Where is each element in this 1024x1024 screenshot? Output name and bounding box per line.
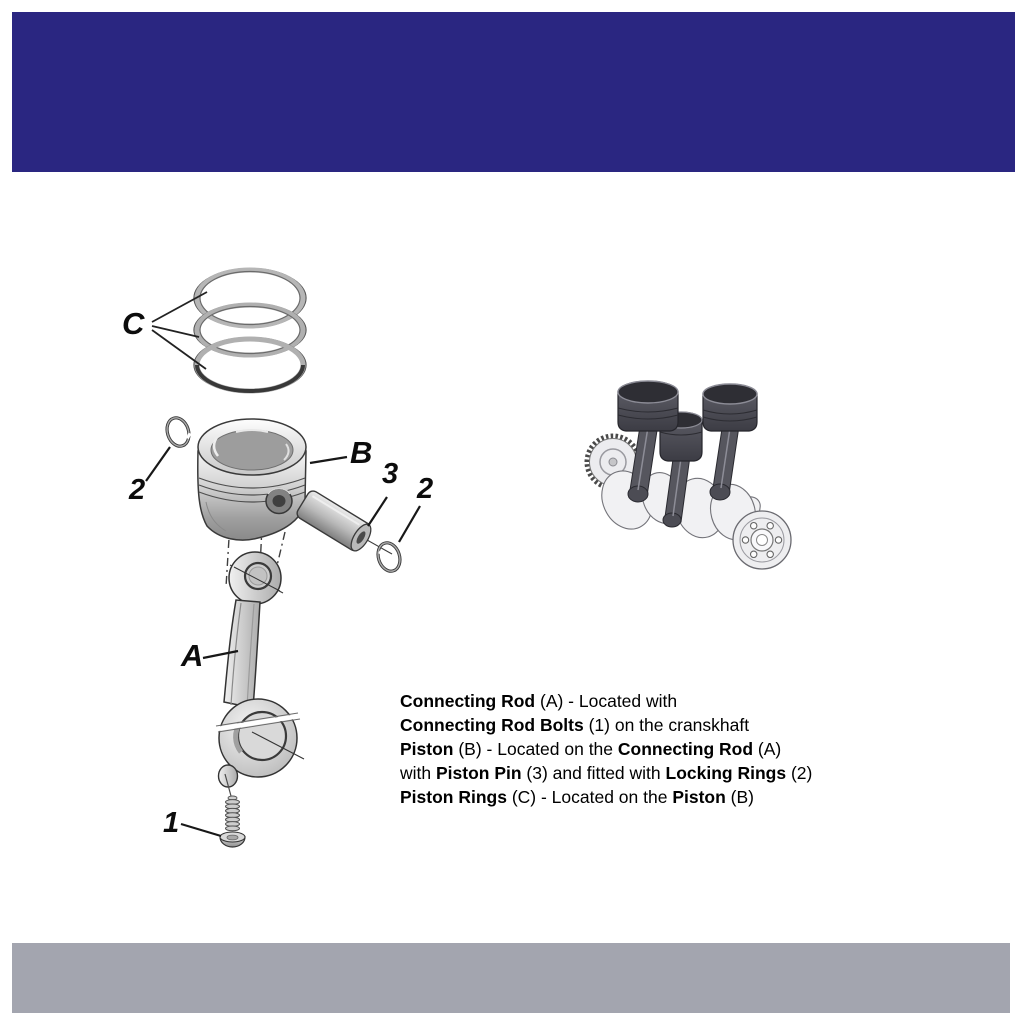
description-line: Connecting Rod (A) - Located with (400, 691, 678, 711)
description-line: with Piston Pin (3) and fitted with Locking Rings (2) (400, 763, 813, 783)
piston-rings-illustration (194, 269, 306, 393)
label-locking-ring-left: 2 (129, 474, 146, 506)
header-bar (12, 12, 1015, 172)
label-connecting-rod: A (181, 638, 204, 673)
locking-ring-right-illustration (375, 540, 404, 574)
crankshaft-assembly-illustration (575, 370, 815, 580)
label-piston: B (350, 435, 373, 470)
piston-pin-illustration (295, 489, 375, 555)
crank-flange (733, 511, 791, 569)
piston-illustration (198, 419, 306, 540)
label-piston-pin: 3 (382, 458, 399, 490)
description-text (400, 689, 900, 809)
description-line: Piston Rings (C) - Located on the Piston (B) (400, 787, 755, 807)
label-locking-ring-right: 2 (417, 473, 434, 505)
description-line: Connecting Rod Bolts (1) on the cranskhaft (400, 715, 750, 735)
locking-ring-left-illustration (164, 415, 193, 449)
description-line: Piston (B) - Located on the Connecting Rod (A) (400, 739, 782, 759)
footer-bar (12, 943, 1010, 1013)
label-bolt: 1 (163, 807, 180, 839)
label-piston-rings: C (122, 306, 145, 341)
connecting-rod-illustration (216, 552, 304, 787)
